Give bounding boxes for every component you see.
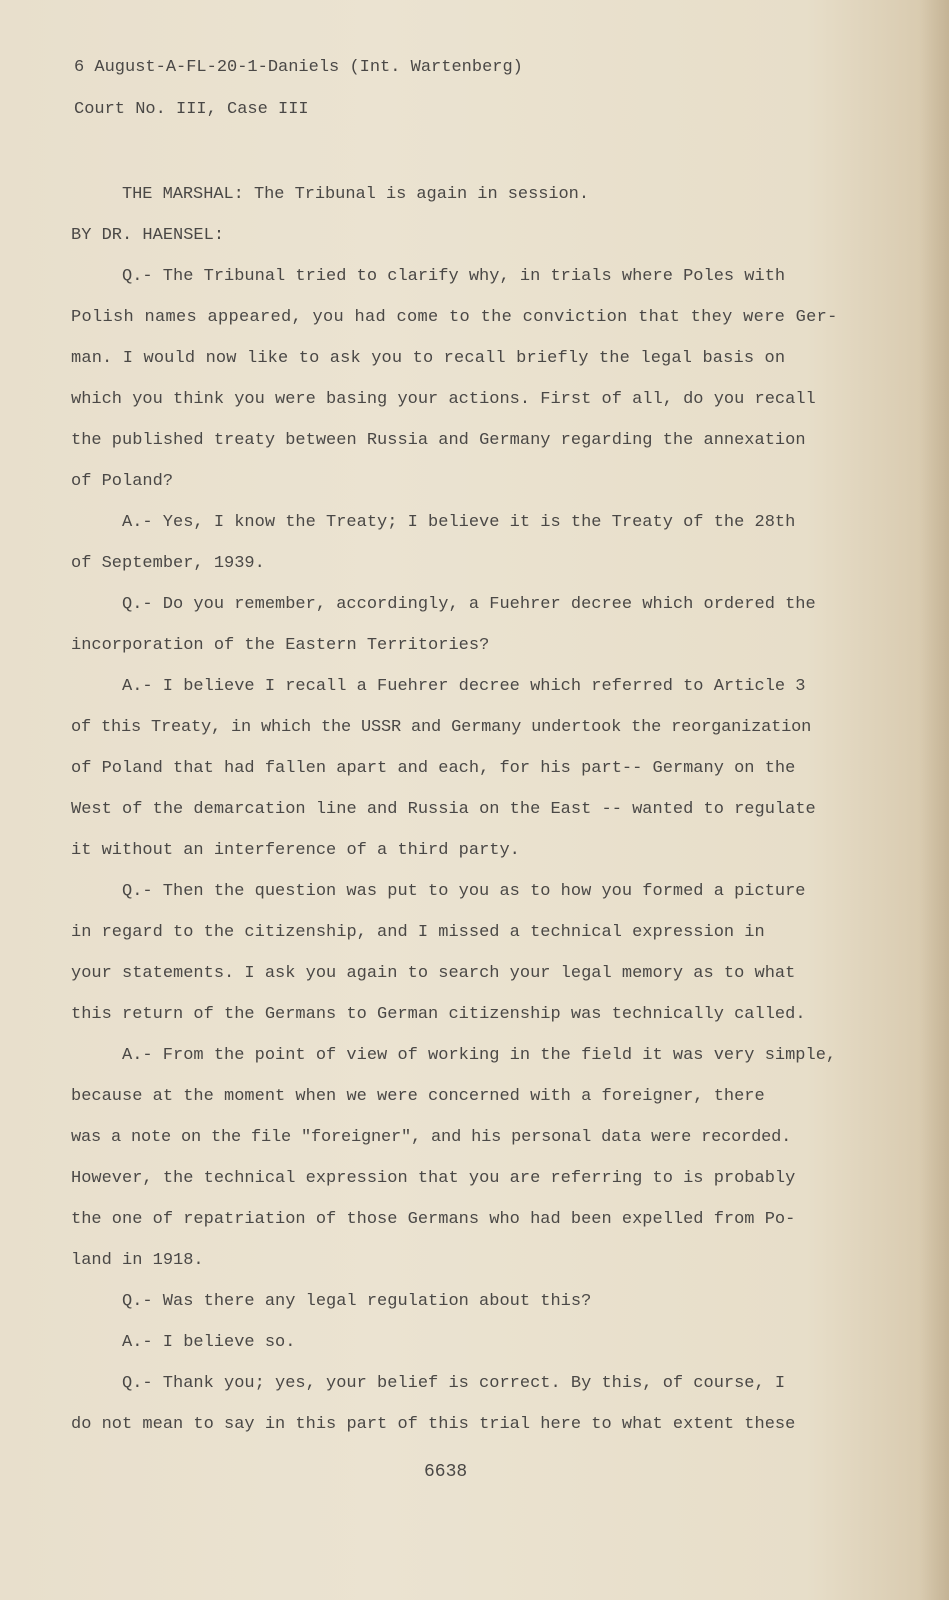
- transcript-line: of this Treaty, in which the USSR and Germany undertook the reorganization: [71, 718, 812, 737]
- transcript-line: in regard to the citizenship, and I missed a technical expression in: [71, 923, 765, 942]
- transcript-line: Q.- Do you remember, accordingly, a Fuehrer decree which ordered the: [122, 595, 816, 614]
- page-number: 6638: [424, 1462, 468, 1482]
- transcript-line: incorporation of the Eastern Territories?: [71, 636, 490, 655]
- transcript-line: However, the technical expression that you are referring to is probably: [71, 1169, 796, 1188]
- transcript-line: was a note on the file "foreigner", and his personal data were recorded.: [71, 1128, 792, 1147]
- header-line-2: Court No. III, Case III: [74, 100, 309, 119]
- transcript-line: of September, 1939.: [71, 554, 265, 573]
- transcript-line: because at the moment when we were concerned with a foreigner, there: [71, 1087, 765, 1106]
- transcript-line: Polish names appeared, you had come to the conviction that they were Ger-: [71, 308, 838, 327]
- transcript-line: West of the demarcation line and Russia on the East -- wanted to regulate: [71, 800, 816, 819]
- transcript-line: which you think you were basing your actions. First of all, do you recall: [71, 390, 816, 409]
- transcript-line: A.- From the point of view of working in the field it was very simple,: [122, 1046, 837, 1065]
- transcript-line: Q.- Was there any legal regulation about this?: [122, 1292, 592, 1311]
- transcript-line: of Poland that had fallen apart and each, for his part-- Germany on the: [71, 759, 796, 778]
- transcript-line: the published treaty between Russia and Germany regarding the annexation: [71, 431, 806, 450]
- header-line-1: 6 August-A-FL-20-1-Daniels (Int. Wartenberg): [74, 58, 523, 77]
- transcript-line: it without an interference of a third party.: [71, 841, 520, 860]
- transcript-line: do not mean to say in this part of this trial here to what extent these: [71, 1415, 796, 1434]
- transcript-line: BY DR. HAENSEL:: [71, 226, 225, 245]
- transcript-line: Q.- Then the question was put to you as to how you formed a picture: [122, 882, 806, 901]
- transcript-line: A.- I believe I recall a Fuehrer decree which referred to Article 3: [122, 677, 806, 696]
- page-edge-shadow: [919, 0, 949, 1600]
- transcript-line: land in 1918.: [71, 1251, 204, 1270]
- transcript-line: Q.- Thank you; yes, your belief is correct. By this, of course, I: [122, 1374, 786, 1393]
- transcript-line: of Poland?: [71, 472, 174, 491]
- transcript-line: A.- I believe so.: [122, 1333, 296, 1352]
- transcript-line: the one of repatriation of those Germans who had been expelled from Po-: [71, 1210, 796, 1229]
- transcript-line: A.- Yes, I know the Treaty; I believe it is the Treaty of the 28th: [122, 513, 796, 532]
- transcript-line: your statements. I ask you again to search your legal memory as to what: [71, 964, 796, 983]
- transcript-line: THE MARSHAL: The Tribunal is again in session.: [122, 185, 589, 204]
- transcript-line: Q.- The Tribunal tried to clarify why, in trials where Poles with: [122, 267, 786, 286]
- transcript-line: this return of the Germans to German citizenship was technically called.: [71, 1005, 806, 1024]
- transcript-line: man. I would now like to ask you to recall briefly the legal basis on: [71, 349, 786, 368]
